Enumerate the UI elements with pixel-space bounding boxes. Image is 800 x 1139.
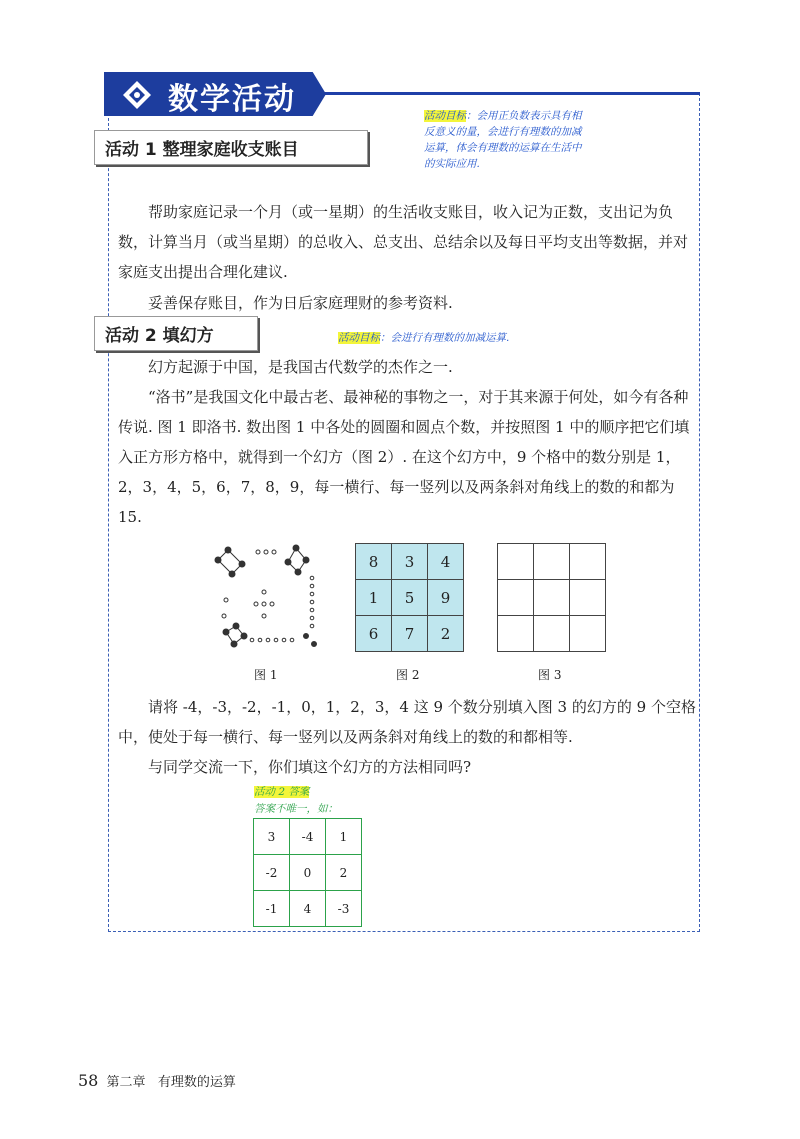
- fig2-cell: 1: [356, 580, 392, 616]
- activity2-note-label: 活动目标: [338, 332, 380, 344]
- chapter-label: 第二章: [106, 1075, 146, 1090]
- magic-square-fig3: [497, 543, 606, 652]
- activity1-note: 活动目标：会用正负数表示具有相 反意义的量，会进行有理数的加减 运算，体会有理数的运算在生活中 的实际应用.: [424, 110, 582, 170]
- caption-fig3: 图 3: [538, 668, 562, 682]
- luoshu-figure: [208, 540, 328, 652]
- activity2-title: 活动 2 填幻方: [94, 316, 258, 351]
- caption-fig2: 图 2: [396, 668, 420, 682]
- fig2-cell: 8: [356, 544, 392, 580]
- page-footer: [78, 1071, 236, 1090]
- fig2-cell: 4: [428, 544, 464, 580]
- fig2-cell: 2: [428, 616, 464, 652]
- activity2-paragraph-3: 请将 -4，-3，-2，-1，0，1，2，3，4 这 9 个数分别填入图 3 的幻方的 9 个空格中，使处于每一横行、每一竖列以及两条斜对角线上的数的和都相等.: [118, 698, 696, 746]
- answer-cell: 4: [290, 891, 326, 927]
- fig2-cell: 7: [392, 616, 428, 652]
- answer-note: 答案不唯一，如：: [254, 803, 338, 815]
- answer-cell: 3: [254, 819, 290, 855]
- header-rule: [300, 92, 700, 95]
- answer-cell: 0: [290, 855, 326, 891]
- answer-cell: 1: [326, 819, 362, 855]
- answer-cell: -1: [254, 891, 290, 927]
- answer-cell: -4: [290, 819, 326, 855]
- magic-square-fig2: [355, 543, 464, 652]
- activity2-note: 活动目标：会进行有理数的加减运算.: [338, 332, 510, 344]
- caption-fig1: 图 1: [254, 668, 278, 682]
- activity2-paragraph-2: “洛书”是我国文化中最古老、最神秘的事物之一，对于其来源于何处，如今有各种传说. 图 1 即洛书. 数出图 1 中各处的圆圈和圆点个数，并按照图 1 中的顺序把它们填入正方形方格中，就得到一个幻方（图 2）. 在这个幻方中，9 个格中的数分别是 1，2，3，4，5，6，7，8，9，每一横行、每一竖列以及两条斜对角线上的数的和都为 15.: [118, 388, 690, 526]
- section-title: 数学活动: [168, 82, 296, 117]
- activity1-paragraph-2: 妥善保存账目，作为日后家庭理财的参考资料.: [148, 294, 453, 312]
- fig2-cell: 3: [392, 544, 428, 580]
- fig2-cell: 9: [428, 580, 464, 616]
- activity1-note-label: 活动目标: [424, 110, 466, 122]
- answer-grid: [253, 818, 362, 927]
- activity1-paragraph: 帮助家庭记录一个月（或一星期）的生活收支账目，收入记为正数，支出记为负数，计算当月（或当星期）的总收入、总支出、总结余以及每日平均支出等数据，并对家庭支出提出合理化建议.: [118, 203, 689, 281]
- answer-cell: 2: [326, 855, 362, 891]
- activity1-title: 活动 1 整理家庭收支账目: [94, 130, 368, 165]
- activity2-paragraph-4: 与同学交流一下，你们填这个幻方的方法相同吗?: [148, 758, 472, 776]
- answer-cell: -3: [326, 891, 362, 927]
- fig2-cell: 6: [356, 616, 392, 652]
- diamond-icon: [122, 80, 152, 110]
- activity2-paragraph-1: 幻方起源于中国，是我国古代数学的杰作之一.: [148, 358, 453, 376]
- answer-cell: -2: [254, 855, 290, 891]
- fig2-cell: 5: [392, 580, 428, 616]
- page-number: 58: [78, 1071, 99, 1090]
- answer-label: 活动 2 答案: [254, 786, 310, 798]
- chapter-title: 有理数的运算: [157, 1075, 236, 1090]
